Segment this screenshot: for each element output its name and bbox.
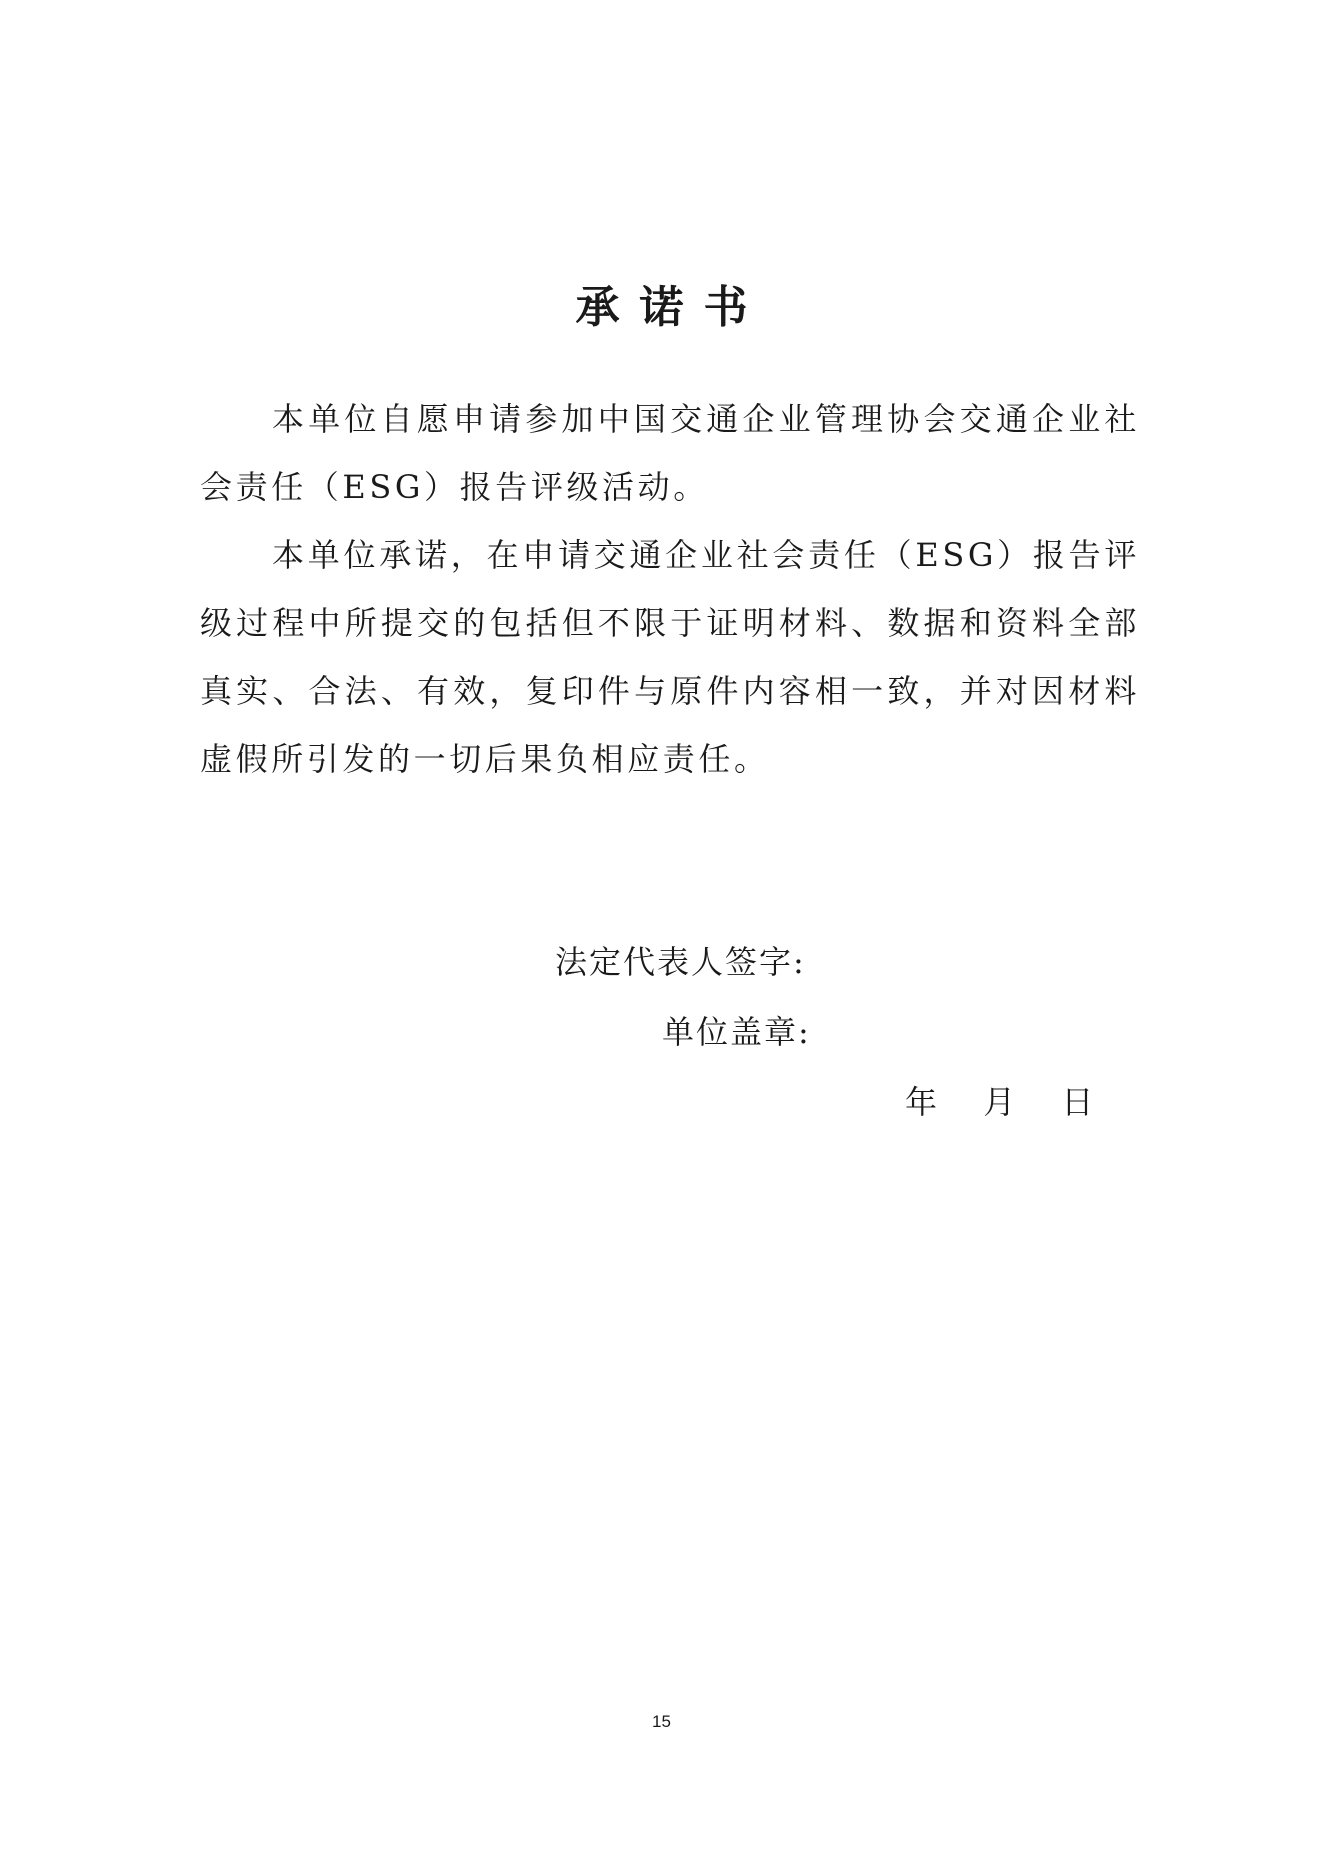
date-year: 年: [905, 1083, 938, 1121]
date-day: 日: [1061, 1083, 1094, 1121]
date-line: [905, 1082, 1093, 1122]
date-month: 月: [983, 1083, 1016, 1121]
page-title: 承诺书: [575, 282, 768, 333]
paragraph-application: 本单位自愿申请参加中国交通企业管理协会交通企业社会责任（ESG）报告评级活动。: [200, 400, 1140, 506]
seal-label: 单位盖章:: [662, 1013, 811, 1051]
signature-label: 法定代表人签字:: [555, 943, 806, 981]
page-number: 15: [652, 1712, 671, 1731]
paragraph-commitment: 本单位承诺，在申请交通企业社会责任（ESG）报告评级过程中所提交的包括但不限于证明材料、数据和资料全部真实、合法、有效，复印件与原件内容相一致，并对因材料虚假所引发的一切后果负相应责任。: [200, 536, 1140, 778]
body-text: [200, 385, 1140, 793]
